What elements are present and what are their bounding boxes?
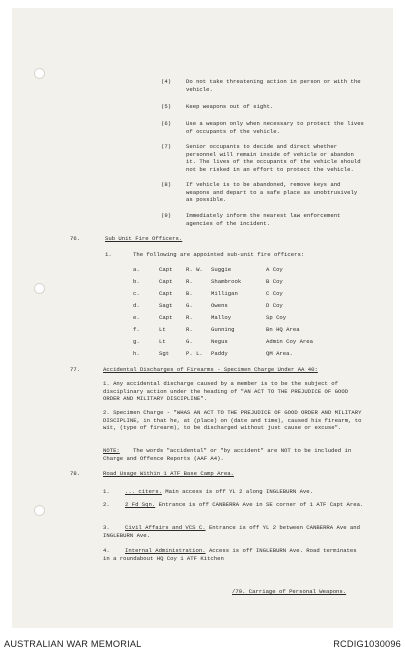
item-text: Senior occupants to decide and direct whether personnel will remain inside of vehicle or abandon it. The lives of the occupants of the vehicle should not be risked in an effort to protect the vehicle. (186, 143, 361, 173)
officer-letter: c. (133, 290, 140, 297)
officer-rank: Capt (159, 278, 173, 285)
archive-footer (0, 634, 405, 653)
road-item-text: Access is off INGLEBURN Ave. Road terminates in a roundabout HQ Coy 1 ATF Kitchen (103, 547, 357, 562)
officer-initials: R. (186, 278, 193, 285)
para-number: 2. (103, 501, 110, 508)
para-number: 1. (103, 488, 110, 495)
officer-name: Paddy (211, 350, 228, 357)
archive-id: RCDIG1030096 (333, 639, 401, 649)
item-text: If vehicle is to be abandoned, remove keys and weapons and depart to a safe place as unobtrusively as possible. (186, 181, 358, 204)
officer-initials: R. (186, 314, 193, 321)
officer-rank: Lt (159, 326, 166, 333)
officer-letter: b. (133, 278, 140, 285)
officer-unit: Admin Coy Area (266, 338, 313, 345)
para-number: 3. (103, 524, 110, 531)
road-item-label: 2 Fd Sqn. (125, 501, 156, 508)
officer-name: Milligan (211, 290, 238, 297)
archive-name: AUSTRALIAN WAR MEMORIAL (4, 639, 142, 649)
officer-rank: Sagt (159, 302, 173, 309)
officer-rank: Capt (159, 266, 173, 273)
officer-name: Shambrook (211, 278, 242, 285)
officer-name: Suggie (211, 266, 232, 273)
item-num: (4) (161, 78, 172, 85)
para-text: 2. Specimen Charge - "WHAS AN ACT TO THE PREJUDICE OF GOOD ORDER AND MILITARY DISCIPLINE, in that he, at (place) on (date and time), caused his firearm, to wit, (type of firearm), to be discharged without just cause or excuse". (103, 409, 362, 432)
officer-unit: Bn HQ Area (266, 326, 300, 333)
road-item (103, 488, 365, 496)
officer-initials: R. (186, 326, 193, 333)
road-item (103, 524, 365, 539)
para-text: 1. Any accidental discharge caused by a member is to be the subject of disciplinary action under the heading of "AN ACT TO THE PREJUDICE OF GOOD ORDER AND MILITARY DISCIPLINE". (103, 380, 349, 403)
item-text: Do not take threatening action in person or with the vehicle. (186, 78, 361, 93)
officer-name: Malloy (211, 314, 232, 321)
section-number: 78. (70, 470, 81, 477)
section-heading: Accidental Discharges of Firearms - Specimen Charge Under AA 40: (103, 366, 318, 373)
road-item-text: Entrance is off CANBERRA Ave in SE corner of 1 ATF Capt Area. (158, 501, 364, 508)
item-num: (6) (161, 120, 172, 127)
officer-unit: QM Area. (266, 350, 293, 357)
officer-rank: Capt (159, 290, 173, 297)
road-item-label: Civil Affairs and VCS C. (125, 524, 206, 531)
officer-letter: d. (133, 302, 140, 309)
officer-unit: D Coy (266, 302, 283, 309)
officer-unit: Sp Coy (266, 314, 287, 321)
officer-letter: f. (133, 326, 140, 333)
officer-letter: g. (133, 338, 140, 345)
item-num: (8) (161, 181, 172, 188)
section-number: 77. (70, 366, 81, 373)
note-label: NOTE: (103, 447, 120, 454)
item-text: Keep weapons out of sight. (186, 103, 274, 110)
punch-hole (34, 505, 45, 516)
road-item-text: Entrance is off YL 2 between CANBERRA Ave and INGLEBURN Ave. (103, 524, 360, 539)
road-item-label: ... citers. (125, 488, 162, 495)
item-num: (5) (161, 103, 172, 110)
officer-unit: A Coy (266, 266, 283, 273)
officer-unit: C Coy (266, 290, 283, 297)
road-item (103, 501, 365, 509)
officer-letter: a. (133, 266, 140, 273)
item-text: Use a weapon only when necessary to protect the lives of occupants of the vehicle. (186, 120, 364, 135)
officer-name: Gunning (211, 326, 235, 333)
officer-rank: Lt (159, 338, 166, 345)
officer-initials: B. (186, 290, 193, 297)
officer-initials: R. W. (186, 266, 203, 273)
section-heading: Road Usage Within 1 ATF Base Camp Area. (103, 470, 234, 477)
officer-rank: Sgt (159, 350, 170, 357)
para-number: 4. (103, 547, 110, 554)
officer-initials: P. L. (186, 350, 203, 357)
punch-hole (34, 283, 45, 294)
officer-initials: G. (186, 338, 193, 345)
item-num: (7) (161, 143, 172, 150)
officer-letter: h. (133, 350, 140, 357)
road-item (103, 547, 365, 562)
para-text: The following are appointed sub-unit fire officers: (133, 251, 305, 258)
officer-rank: Capt (159, 314, 173, 321)
officer-name: Owens (211, 302, 228, 309)
officer-name: Negus (211, 338, 228, 345)
para-number: 1. (105, 251, 112, 258)
item-num: (9) (161, 212, 172, 219)
item-text: Immediately inform the nearest law enforcement agencies of the incident. (186, 212, 341, 227)
road-item-text: Main access is off YL 2 along INGLEBURN Ave. (165, 488, 313, 495)
note-text: The words "accidental" or "by accident" are NOT to be included in Charge and Offence Reports (AAF A4). (103, 447, 352, 462)
officer-letter: e. (133, 314, 140, 321)
next-section-ref: /79. Carriage of Personal Weapons. (232, 588, 347, 595)
punch-hole (34, 68, 45, 79)
road-item-label: Internal Administration. (125, 547, 206, 554)
officer-unit: B Coy (266, 278, 283, 285)
section-number: 76. (70, 235, 81, 242)
section-heading: Sub Unit Fire Officers. (105, 235, 183, 242)
officer-initials: G. (186, 302, 193, 309)
